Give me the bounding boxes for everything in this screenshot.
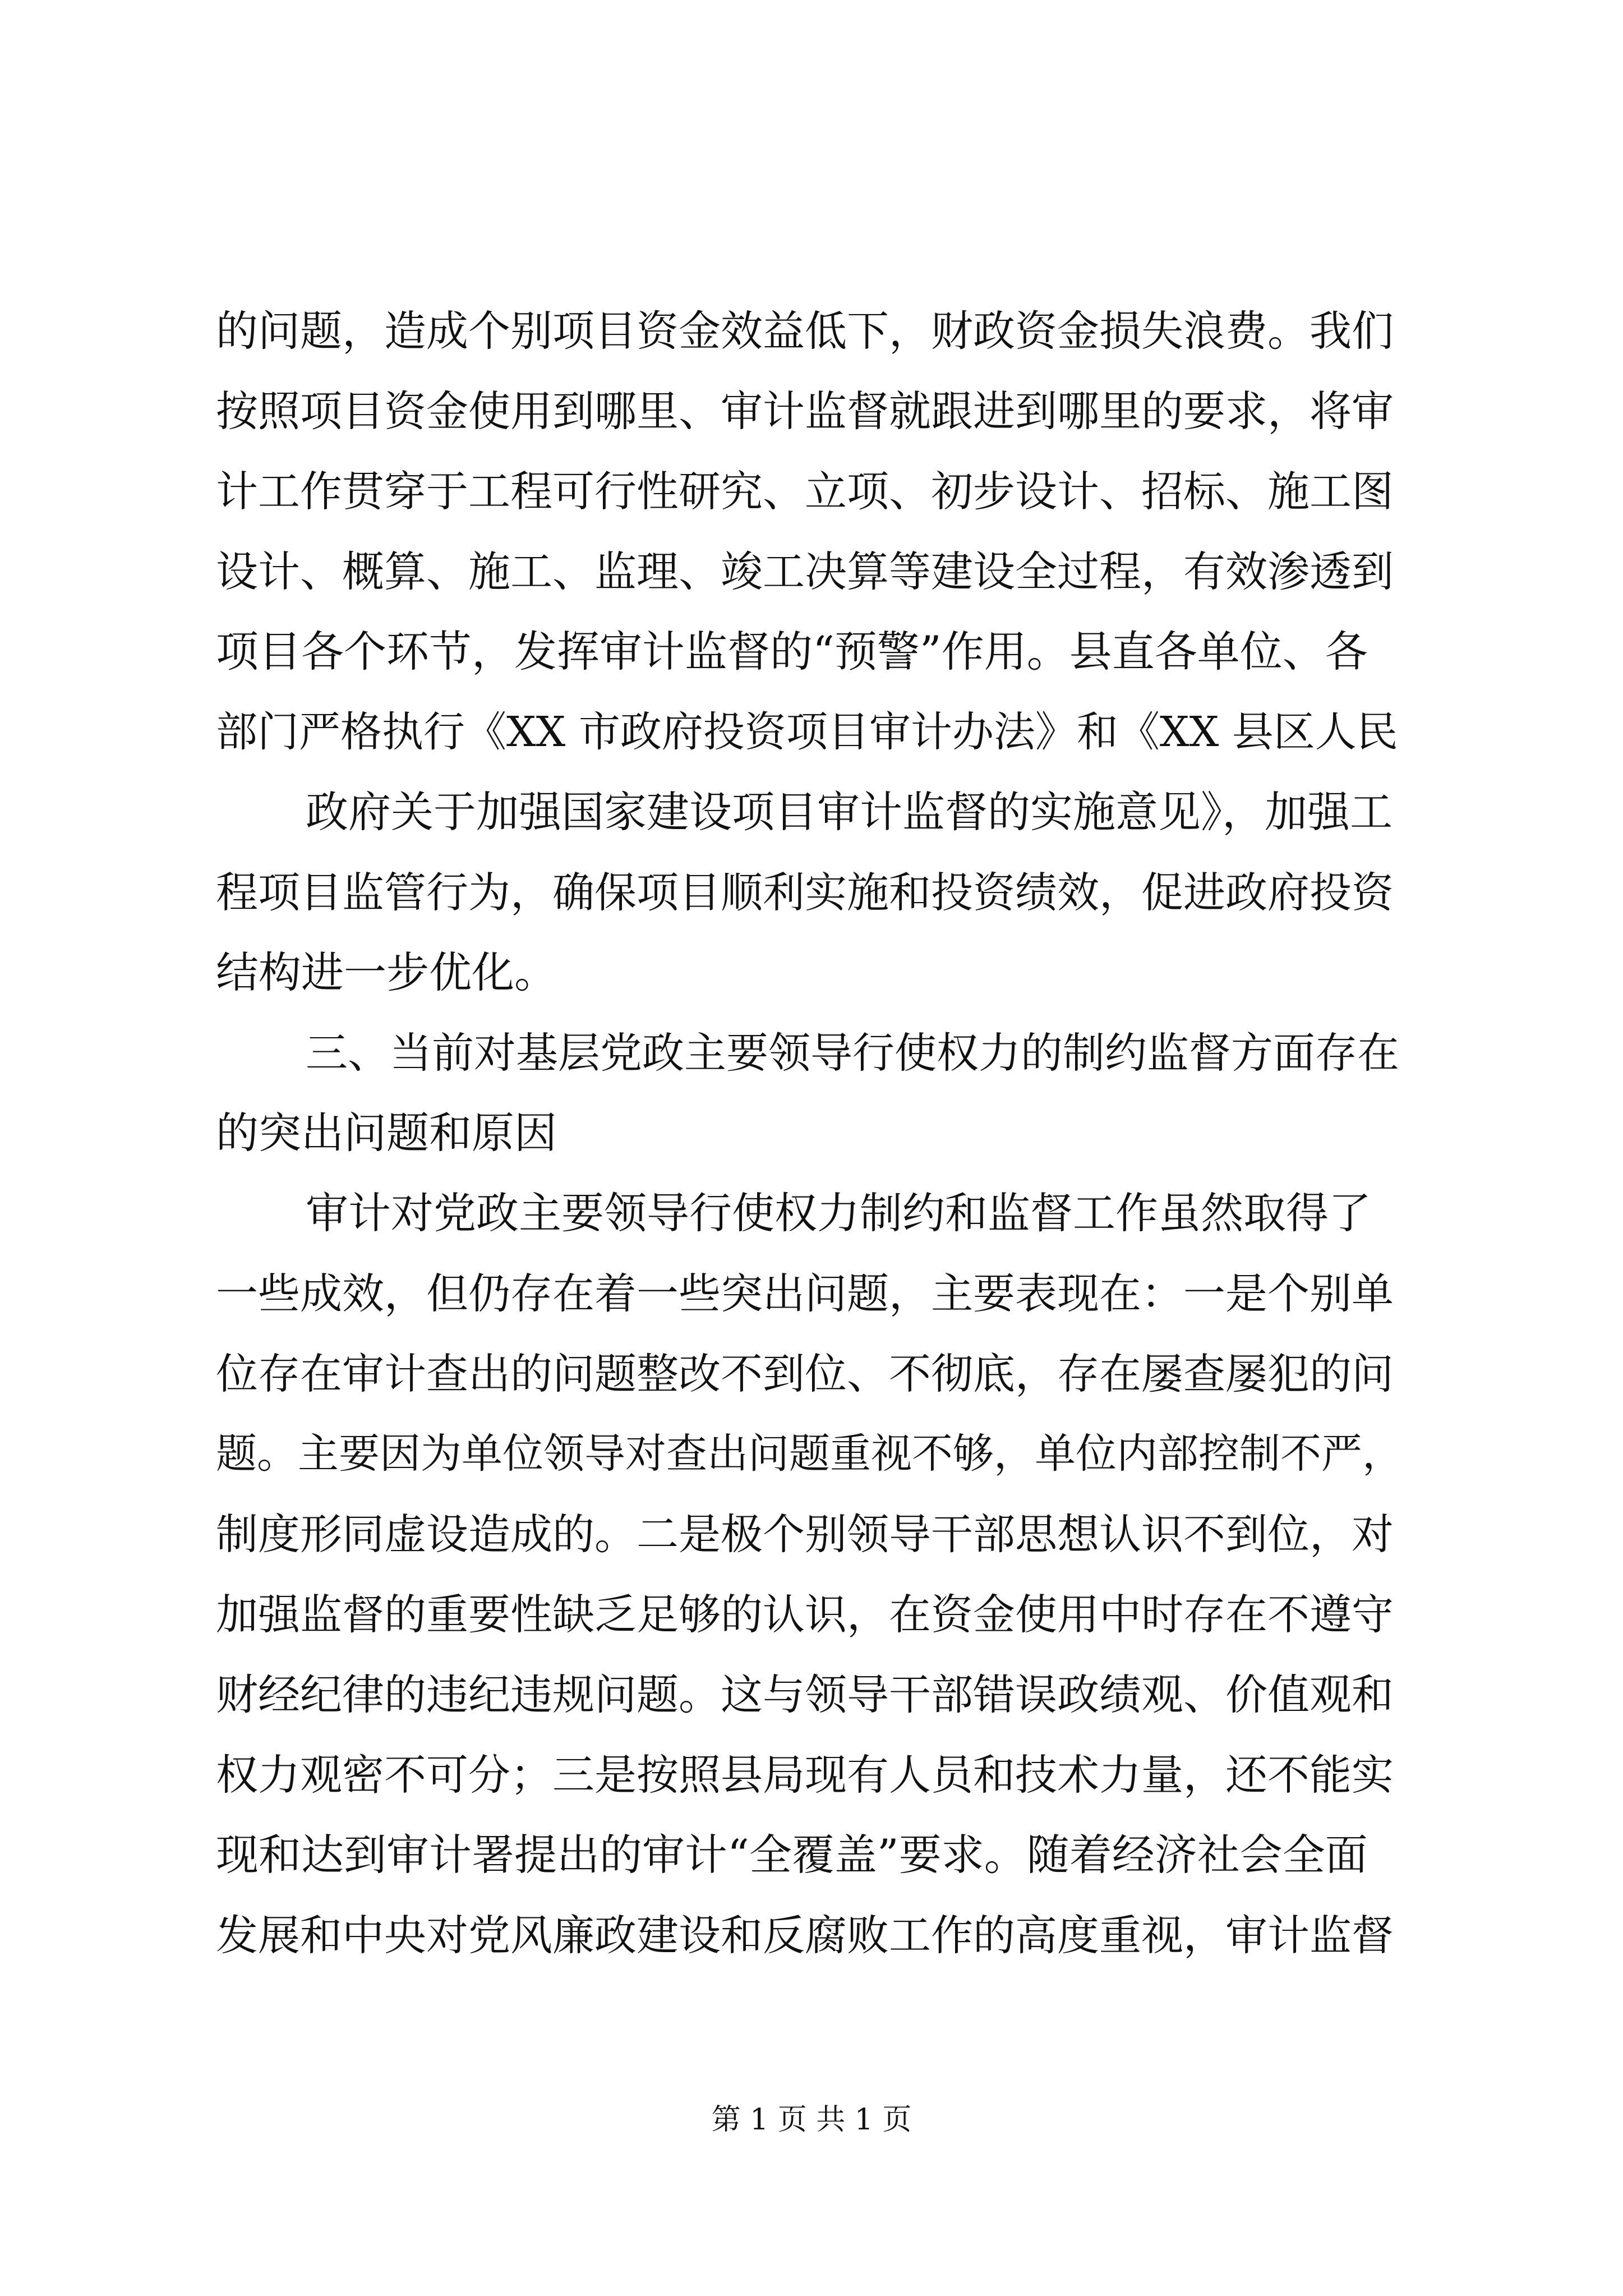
text-line-9: 结构进一步优化。 [216, 947, 557, 997]
text-line-12: 审计对党政主要领导行使权力制约和监督工作虽然取得了 [306, 1188, 1371, 1238]
text-line-4: 设计、概算、施工、监理、竣工决算等建设全过程，有效渗透到 [216, 547, 1394, 596]
text-line-14: 位存在审计查出的问题整改不到位、不彻底，存在屡查屡犯的问 [216, 1349, 1394, 1398]
text-line-21: 发展和中央对党风廉政建设和反腐败工作的高度重视，审计监督 [216, 1911, 1394, 1960]
text-line-3: 计工作贯穿于工程可行性研究、立项、初步设计、招标、施工图 [216, 467, 1394, 516]
section-heading-line-2: 的突出问题和原因 [216, 1108, 557, 1158]
text-line-8: 程项目监管行为，确保项目顺利实施和投资绩效，促进政府投资 [216, 868, 1394, 917]
text-line-19: 权力观密不可分；三是按照县局现有人员和技术力量，还不能实 [216, 1750, 1394, 1800]
text-line-5: 项目各个环节，发挥审计监督的“预警”作用。县直各单位、各 [216, 627, 1368, 677]
text-line-18: 财经纪律的违纪违规问题。这与领导干部错误政绩观、价值观和 [216, 1670, 1394, 1719]
text-line-6: 部门严格执行《XX 市政府投资项目审计办法》和《XX 县区人民 [216, 708, 1398, 756]
text-line-17: 加强监督的重要性缺乏足够的认识，在资金使用中时存在不遵守 [216, 1590, 1394, 1639]
text-line-16: 制度形同虚设造成的。二是极个别领导干部思想认识不到位，对 [216, 1510, 1394, 1559]
text-line-7: 政府关于加强国家建设项目审计监督的实施意见》，加强工 [306, 787, 1393, 837]
text-line-13: 一些成效，但仍存在着一些突出问题，主要表现在：一是个别单 [216, 1269, 1394, 1318]
text-line-1: 的问题，造成个别项目资金效益低下，财政资金损失浪费。我们 [216, 306, 1394, 356]
text-line-2: 按照项目资金使用到哪里、审计监督就跟进到哪里的要求，将审 [216, 386, 1394, 436]
text-line-15: 题。主要因为单位领导对查出问题重视不够，单位内部控制不严， [216, 1430, 1403, 1478]
section-heading-line-1: 三、当前对基层党政主要领导行使权力的制约监督方面存在 [306, 1028, 1400, 1078]
page-number-footer: 第 1 页 共 1 页 [711, 2103, 912, 2137]
text-line-20: 现和达到审计署提出的审计“全覆盖”要求。随着经济社会全面 [216, 1830, 1368, 1880]
